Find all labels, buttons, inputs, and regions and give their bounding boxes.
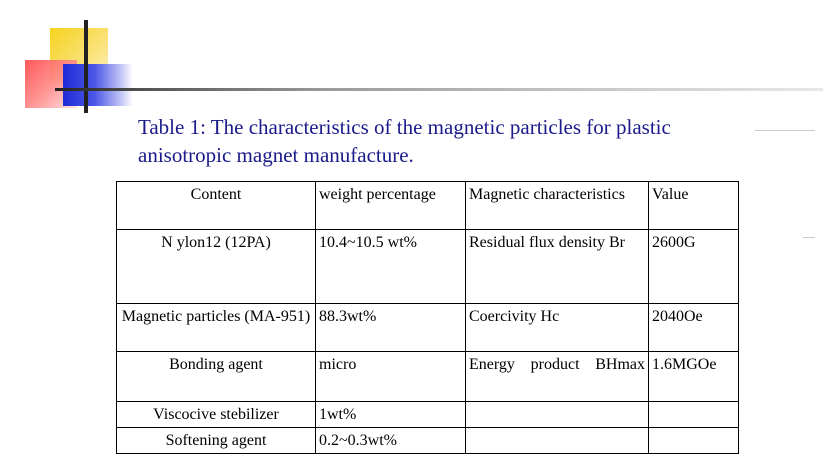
header-weight-percentage: weight percentage (316, 182, 466, 230)
cell-characteristic (466, 402, 649, 428)
cell-weight: 88.3wt% (316, 304, 466, 352)
cell-characteristic: Coercivity Hc (466, 304, 649, 352)
caption-line-2: anisotropic magnet manufacture. (138, 143, 414, 167)
cell-weight: 0.2~0.3wt% (316, 428, 466, 454)
cell-content: Softening agent (117, 428, 316, 454)
cell-content: Viscocive stebilizer (117, 402, 316, 428)
cell-value: 2040Oe (649, 304, 739, 352)
cell-weight: micro (316, 352, 466, 402)
decor-horizontal-line (55, 88, 823, 91)
cell-weight: 1wt% (316, 402, 466, 428)
cell-value: 1.6MGOe (649, 352, 739, 402)
cell-weight: 10.4~10.5 wt% (316, 230, 466, 304)
cell-value (649, 402, 739, 428)
table-row (117, 230, 739, 304)
decor-blue-square (63, 64, 133, 106)
cell-value (649, 428, 739, 454)
cell-characteristic: Residual flux density Br (466, 230, 649, 304)
header-content: Content (117, 182, 316, 230)
table-row (117, 428, 739, 454)
header-value: Value (649, 182, 739, 230)
cell-characteristic (466, 428, 649, 454)
table-row (117, 352, 739, 402)
header-magnetic-characteristics: Magnetic characteristics (466, 182, 649, 230)
decor-faint-line (803, 237, 815, 238)
cell-characteristic: Energy product BHmax (466, 352, 649, 402)
table-caption (138, 113, 778, 169)
cell-content: Bonding agent (117, 352, 316, 402)
cell-value: 2600G (649, 230, 739, 304)
cell-content: N ylon12 (12PA) (117, 230, 316, 304)
table-row (117, 304, 739, 352)
table-header-row (117, 182, 739, 230)
decor-vertical-line (84, 20, 88, 113)
characteristics-table (116, 181, 739, 454)
table-row (117, 402, 739, 428)
caption-line-1: Table 1: The characteristics of the magnetic particles for plastic (138, 115, 671, 139)
cell-content: Magnetic particles (MA-951) (117, 304, 316, 352)
